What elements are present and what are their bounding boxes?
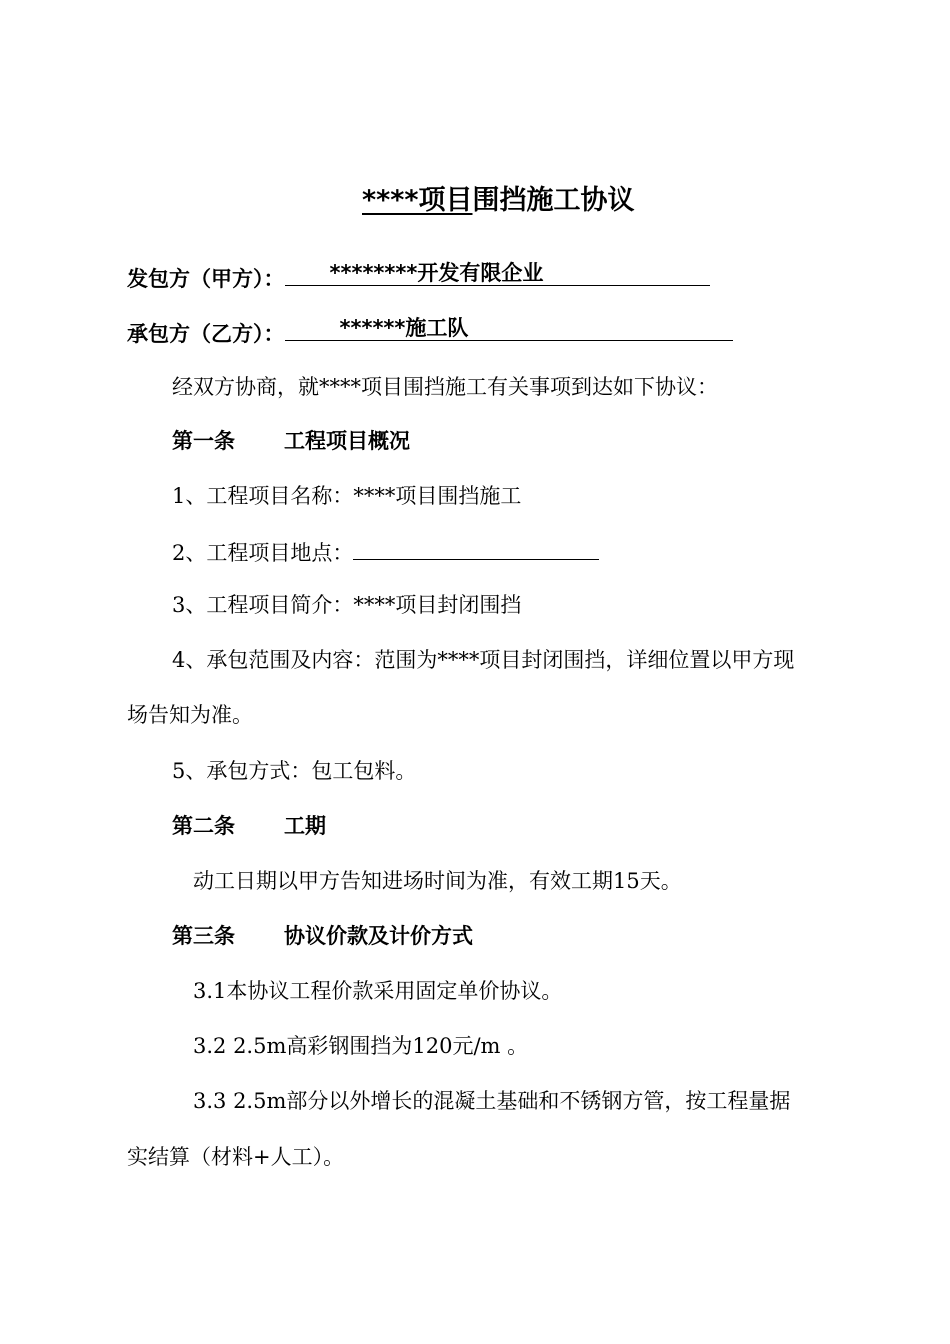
article2-heading (172, 812, 326, 840)
item5-contract-method: 5、承包方式：包工包料。 (172, 759, 417, 783)
document-title (362, 184, 634, 218)
article1-heading (172, 427, 410, 455)
clause-3-1: 3.1本协议工程价款采用固定单价协议。 (193, 979, 563, 1003)
article2-text: 动工日期以甲方告知进场时间为准，有效工期15天。 (193, 869, 682, 893)
item4-scope-line1: 4、承包范围及内容：范围为****项目封闭围挡，详细位置以甲方现 (172, 648, 795, 672)
article2-number: 第二条 (172, 814, 235, 838)
party-b-value: ******施工队 (339, 316, 469, 340)
title-underlined-part: ****项目 (362, 185, 473, 216)
article2-title: 工期 (284, 814, 326, 838)
party-a-row (127, 263, 710, 293)
article3-number: 第三条 (172, 924, 235, 948)
party-b-label: 承包方（乙方）： (127, 322, 285, 346)
intro-paragraph: 经双方协商，就****项目围挡施工有关事项到达如下协议： (172, 375, 718, 399)
party-a-value: ********开发有限企业 (329, 261, 544, 285)
party-a-field (285, 263, 710, 286)
party-b-field (285, 318, 733, 341)
item2-blank-field (353, 537, 599, 560)
clause-3-3-line2: 实结算（材料+人工）。 (127, 1145, 345, 1169)
party-b-row (127, 318, 733, 348)
clause-3-2: 3.2 2.5m高彩钢围挡为120元/m 。 (193, 1034, 529, 1058)
item2-project-location (172, 537, 599, 567)
item2-label: 2、工程项目地点： (172, 541, 354, 565)
clause-3-3-line1: 3.3 2.5m部分以外增长的混凝土基础和不锈钢方管，按工程量据 (193, 1089, 791, 1113)
item4-scope-line2: 场告知为准。 (127, 703, 253, 727)
party-a-label: 发包方（甲方）： (127, 267, 285, 291)
article3-heading (172, 922, 473, 950)
article1-title: 工程项目概况 (284, 429, 410, 453)
article1-number: 第一条 (172, 429, 235, 453)
title-rest: 围挡施工协议 (472, 185, 635, 216)
item1-project-name: 1、工程项目名称：****项目围挡施工 (172, 484, 522, 508)
item3-project-summary: 3、工程项目简介：****项目封闭围挡 (172, 593, 522, 617)
article3-title: 协议价款及计价方式 (284, 924, 473, 948)
